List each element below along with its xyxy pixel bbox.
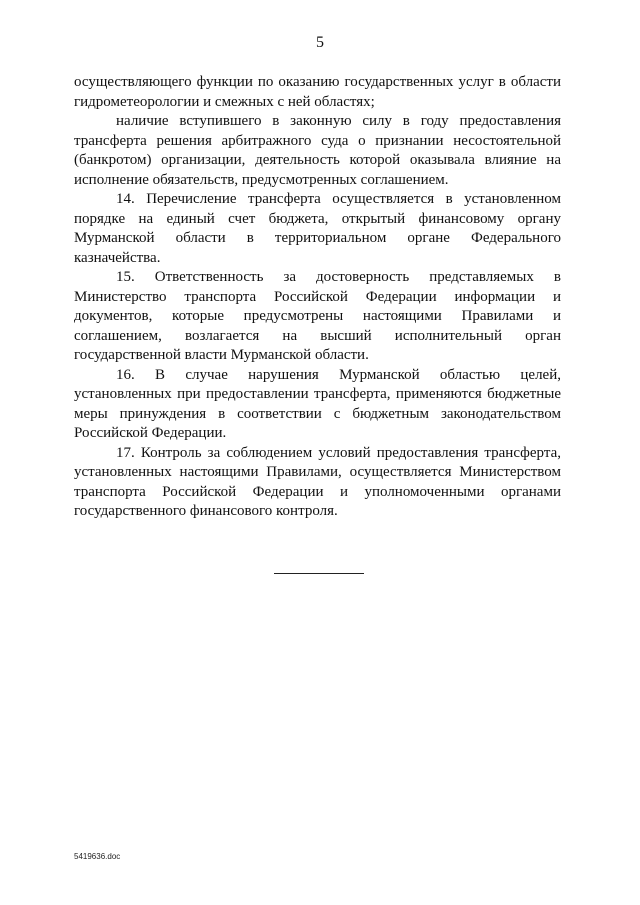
paragraph-14-transfer-payment: 14. Перечисление трансферта осуществляется в установленном порядке на единый счет бюджета, открытый финансовому органу Мурманской области в территориальном органе Федерального казначейства. <box>74 191 561 266</box>
footer-filename: 5419636.doc <box>74 852 121 861</box>
paragraph-17-control: 17. Контроль за соблюдением условий предоставления трансферта, установленных настоящими Правилами, осуществляется Министерством транспорта Российской Федерации и уполномоченными органами государственного финансового контроля. <box>74 444 561 519</box>
paragraph-continuation: осуществляющего функции по оказанию государственных услуг в области гидрометеорологии и смежных с ней областях; <box>74 74 561 110</box>
document-body <box>74 73 561 522</box>
paragraph-bankruptcy-condition: наличие вступившего в законную силу в году предоставления трансферта решения арбитражного суда о признании несостоятельной (банкротом) организации, деятельность которой оказывала влияние на исполнение обязательств, предусмотренных соглашением. <box>74 113 561 188</box>
page-number: 5 <box>316 34 324 51</box>
end-separator-line <box>274 573 364 574</box>
paragraph-16-violation-measures: 16. В случае нарушения Мурманской областью целей, установленных при предоставлении трансферта, применяются бюджетные меры принуждения в соответствии с бюджетным законодательством Российской Федерации. <box>74 366 561 441</box>
paragraph-15-responsibility: 15. Ответственность за достоверность представляемых в Министерство транспорта Российской Федерации информации и документов, которые предусмотрены настоящими Правилами и соглашением, возлагается на высший исполнительный орган государственной власти Мурманской области. <box>74 269 561 363</box>
